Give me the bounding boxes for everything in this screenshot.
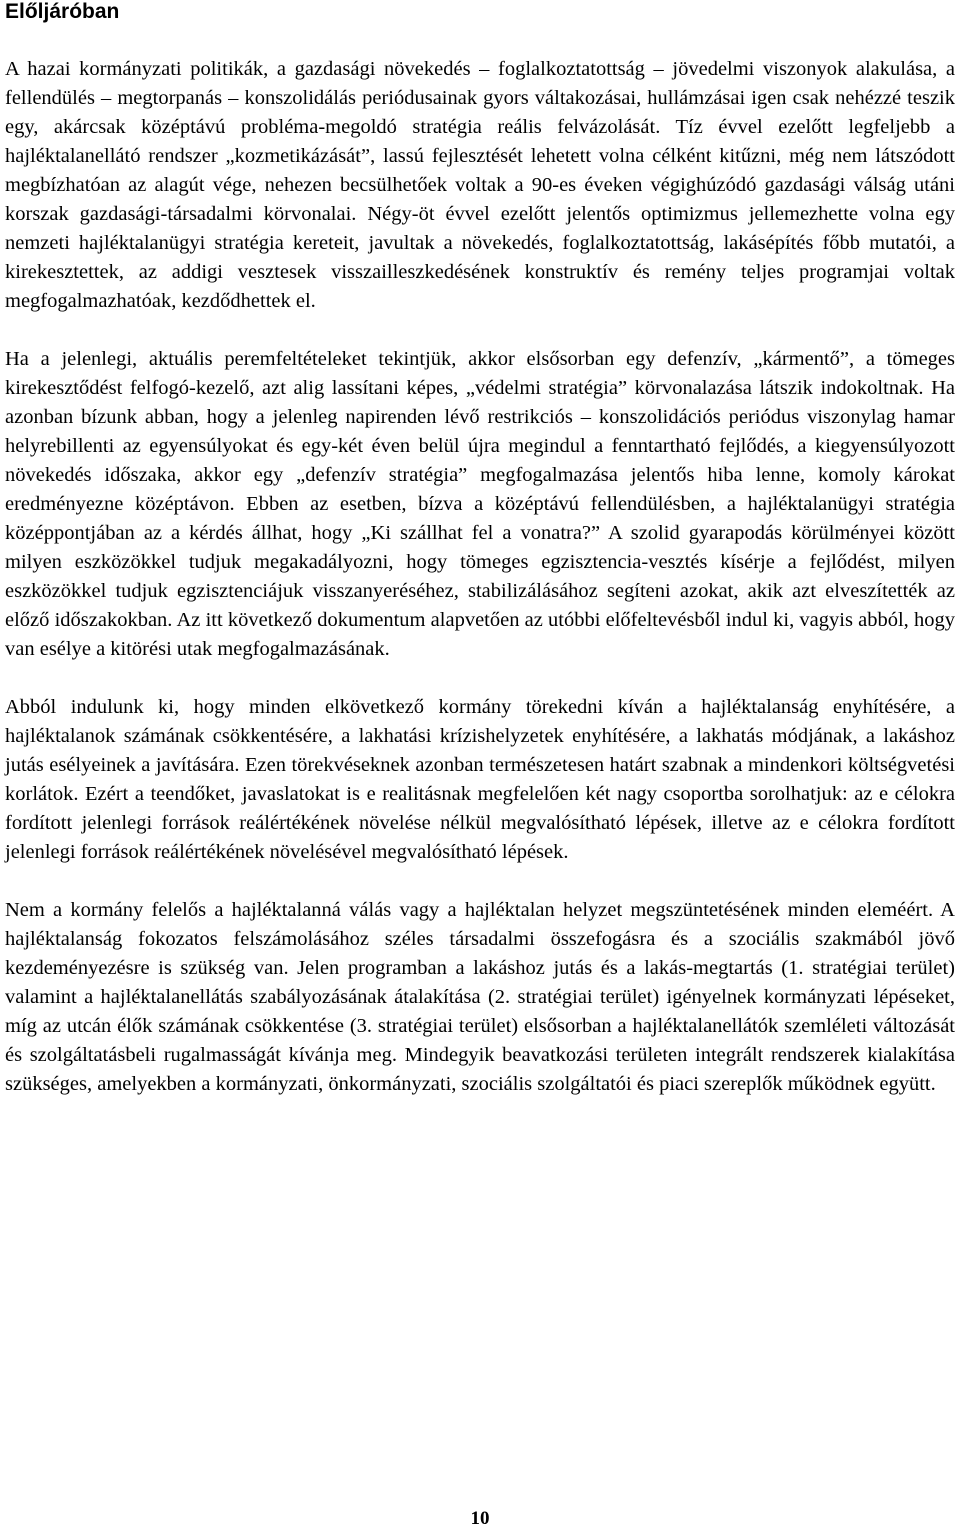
paragraph-3: Abból indulunk ki, hogy minden elkövetkező kormány törekedni kíván a hajléktalanság enyhítésére, a hajléktalanok számának csökkentésére, a lakhatási krízishelyzetek enyhítésére, a lakhatás módjának, a lakáshoz jutás esélyeinek a javítására. Ezen törekvéseknek azonban természetesen határt szabnak a mindenkori költségvetési korlátok. Ezért a teendőket, javaslatokat is e realitásnak megfelelően két nagy csoportba sorolhatjuk: az e célokra fordított jelenlegi források reálértékének növelése nélkül megvalósítható lépések, illetve az e célokra fordított jelenlegi források reálértékének növelésével megvalósítható lépések. [5,696,955,863]
paragraph-4: Nem a kormány felelős a hajléktalanná válás vagy a hajléktalan helyzet megszüntetésének minden eleméért. A hajléktalanság fokozatos felszámolásához széles társadalmi összefogásra és a szociális szakmából jövő kezdeményezésre is szükség van. Jelen programban a lakáshoz jutás és a lakás-megtartás (1. stratégiai terület) valamint a hajléktalanellátás szabályozásának átalakítása (2. stratégiai terület) igényelnek kormányzati lépéseket, míg az utcán élők számának csökkentése (3. stratégiai terület) elsősorban a hajléktalanellátók szemléleti változását és szolgáltatásbeli rugalmasságát kívánja meg. Mindegyik beavatkozási területen integrált rendszerek kialakítása szükséges, amelyekben a kormányzati, önkormányzati, szociális szolgáltatói és piaci szereplők működnek együtt. [5,899,955,1095]
document-body [5,55,955,1099]
document-page [5,0,955,1099]
page-number: 10 [470,1508,490,1529]
paragraph-1: A hazai kormányzati politikák, a gazdasági növekedés – foglalkoztatottság – jövedelmi viszonyok alakulása, a fellendülés – megtorpanás – konszolidálás periódusainak gyors váltakozásai, hullámzásai igen csak nehézzé teszik egy, akárcsak középtávú probléma-megoldó stratégia reális felvázolását. Tíz évvel ezelőtt legfeljebb a hajléktalanellátó rendszer „kozmetikázását”, lassú fejlesztését lehetett volna célként kitűzni, még nem látszódott megbízhatóan az alagút vége, nehezen becsülhetőek voltak a 90-es éveken végighúzódó gazdasági válság utáni korszak gazdasági-társadalmi körvonalai. Négy-öt évvel ezelőtt jelentős optimizmus jellemezhette volna egy nemzeti hajléktalanügyi stratégia kereteit, javultak a növekedés, foglalkoztatottság, lakásépítés főbb mutatói, a kirekesztettek, az addigi vesztesek visszailleszkedésének konstruktív és remény teljes programjai voltak megfogalmazhatóak, kezdődhettek el. [5,58,955,312]
paragraph-2: Ha a jelenlegi, aktuális peremfeltételeket tekintjük, akkor elsősorban egy defenzív, „kármentő”, a tömeges kirekesztődést felfogó-kezelő, azt alig lassítani képes, „védelmi stratégia” körvonalazása látszik indokoltnak. Ha azonban bízunk abban, hogy a jelenleg napirenden lévő restrikciós – konszolidációs periódus viszonylag hamar helyrebillenti az egyensúlyokat és egy-két éven belül újra megindul a fenntartható fejlődés, a kiegyensúlyozott növekedés időszaka, akkor egy „defenzív stratégia” megfogalmazása jelentős hiba lenne, komoly károkat eredményezne középtávon. Ebben az esetben, bízva a középtávú fellendülésben, a hajléktalanügyi stratégia középpontjában az a kérdés állhat, hogy „Ki szállhat fel a vonatra?” A szolid gyarapodás körülményei között milyen eszközökkel tudjuk megakadályozni, hogy tömeges egzisztencia-vesztés kísérje a fejlődést, milyen eszközökkel tudjuk egzisztenciájuk visszanyeréséhez, stabilizálásához segíteni azokat, akik azt elveszítették az előző időszakokban. Az itt következő dokumentum alapvetően az utóbbi előfeltevésből indul ki, vagyis abból, hogy van esélye a kitörési utak megfogalmazásának. [5,348,955,660]
section-title: Előljáróban [5,0,120,23]
